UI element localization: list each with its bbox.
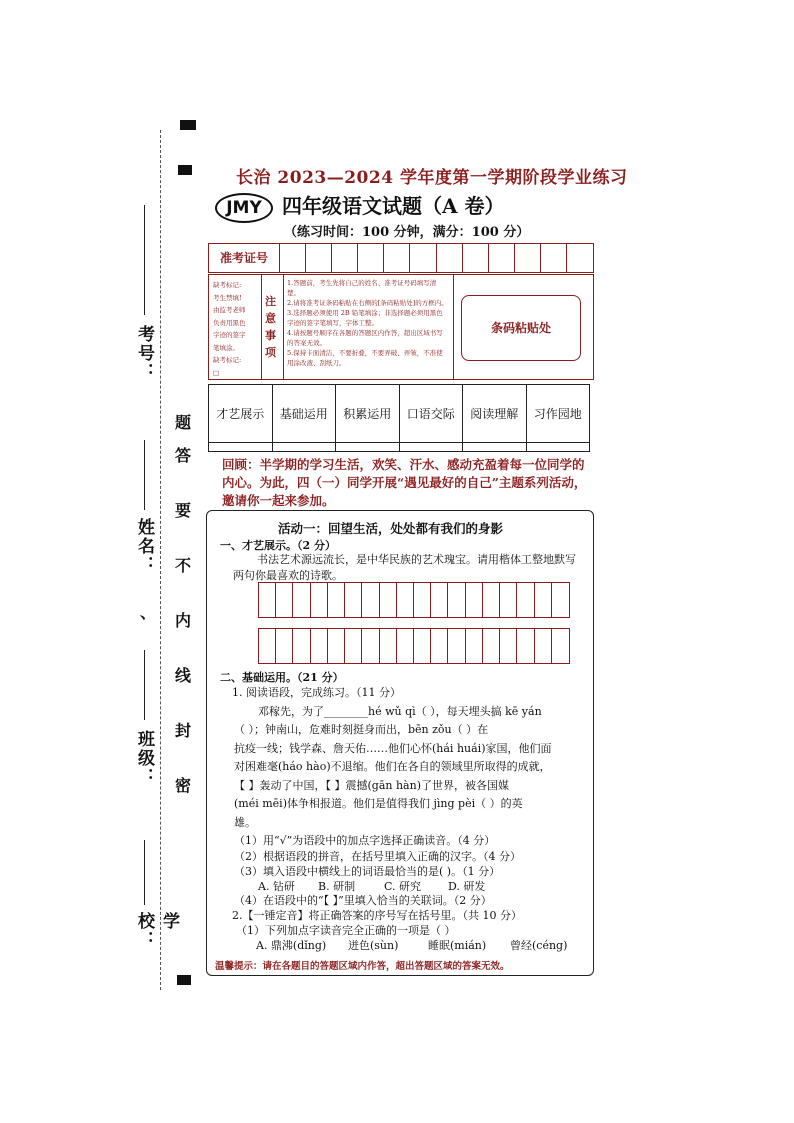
passage-line: 【 】轰动了中国，【 】震撼(gān hàn)了世界，被各国媒 xyxy=(234,779,509,792)
subject-title: 四年级语文试题（A 卷） xyxy=(282,194,505,218)
score-cell[interactable] xyxy=(526,443,590,452)
passage-line: 邓稼先，为了________hé wǔ qì（ ），每天埋头搞 kē yán xyxy=(258,705,542,718)
alignment-mark xyxy=(177,975,191,985)
margin-dashed-line xyxy=(160,130,161,990)
alignment-mark xyxy=(180,120,196,130)
time-info: （练习时间：100 分钟，满分：100 分） xyxy=(284,225,530,240)
barcode-label: 条码粘贴处 xyxy=(490,321,551,335)
question1-title: 1. 阅读语段，完成练习。（11 分） xyxy=(232,686,401,699)
footer-reminder: 温馨提示：请在各题目的答题区域内作答，超出答题区域的答案无效。 xyxy=(215,961,510,972)
school-field xyxy=(132,840,179,950)
exam-no-field xyxy=(132,205,152,390)
sub-question: （2）根据语段的拼音，在括号里填入正确的汉字。（4 分） xyxy=(234,850,521,863)
seal-char: 题 xyxy=(175,413,192,432)
seal-char: 不 xyxy=(175,556,192,575)
score-header-row xyxy=(209,385,590,443)
q2-option: 睡眠(mián) xyxy=(428,939,487,952)
score-header: 基础运用 xyxy=(272,385,336,443)
section2-title: 二、基础运用。（21 分） xyxy=(220,671,344,684)
jmy-logo: JMY xyxy=(215,193,273,223)
score-header: 口语交际 xyxy=(399,385,463,443)
question2-title: 2.【一锤定音】将正确答案的序号写在括号里。（共 10 分） xyxy=(232,909,522,922)
option-c: C. 研究 xyxy=(384,880,422,893)
passage-line: 对困难毫(háo hào)不退缩。他们在各自的领域里所取得的成就， xyxy=(234,760,551,773)
activity-title: 活动一：回望生活，处处都有我们的身影 xyxy=(278,521,504,536)
barcode-area xyxy=(461,295,581,361)
sub-question: （3）填入语段中横线上的词语最恰当的是( )。（1 分） xyxy=(234,865,501,878)
absent-mark-note: 缺考标记: 考生禁填! 由监考老师 负责用黑色 字迹的签字 笔填涂。 缺考标记: □ xyxy=(213,281,246,377)
option-a: A. 钻研 xyxy=(258,880,295,893)
passage-line: (méi mēi)体争相报道。他们是值得我们 jìng pèi（ ）的英 xyxy=(234,797,523,810)
alignment-mark xyxy=(178,165,192,175)
name-field xyxy=(132,440,152,600)
writing-grid-2[interactable] xyxy=(258,628,570,664)
score-value-row xyxy=(209,443,590,452)
recap-paragraph: 回顾：半学期的学习生活，欢笑、汗水、感动充盈着每一位同学的内心。为此，四（一）同学开展“遇见最好的自己”主题系列活动，邀请你一起来参加。 xyxy=(222,457,587,508)
score-header: 才艺展示 xyxy=(209,385,273,443)
passage-line: 雄。 xyxy=(234,816,256,829)
option-d: D. 研发 xyxy=(448,880,486,893)
notice-items: 1.答题前，考生先将自己的姓名、准考证号码填写清楚。 2.请将准考证条码粘贴在右侧的[条码粘贴处]的方框内。 3.选择题必须使用 2B 铅笔填涂；非选择题必须用黑色字迹的签字笔填写，字体工整。 4.请按题号顺序在各题的答题区内作答，超出区域书写的答案无效。 5.保持卡面清洁，不要折叠，不要弄破、弄皱，不准使用涂改液、刮纸刀。 xyxy=(287,279,448,367)
option-b: B. 研制 xyxy=(318,880,356,893)
score-header: 阅读理解 xyxy=(463,385,527,443)
admission-label: 准考证号 xyxy=(209,244,280,272)
class-field xyxy=(132,650,152,790)
section1-text: 书法艺术源远流长，是中华民族的艺术瑰宝。请用楷体工整地默写两句你最喜欢的诗歌。 xyxy=(233,553,576,582)
seal-char: 封 xyxy=(175,721,192,740)
name-label: 姓名： xyxy=(134,518,154,575)
admission-number-box xyxy=(208,243,594,273)
seal-char: 线 xyxy=(175,666,192,685)
q2-option: 曾经(céng) xyxy=(510,939,568,952)
score-cell[interactable] xyxy=(336,443,400,452)
exam-no-label: 考号： xyxy=(134,325,154,382)
seal-char: 密 xyxy=(175,776,192,795)
margin-separator: 、 xyxy=(140,603,157,622)
seal-char: 内 xyxy=(175,611,192,630)
writing-grid-1[interactable] xyxy=(258,582,570,618)
passage-line: 抗疫一线；钱学森、詹天佑……他们心怀(hái huái)家国，他们面 xyxy=(234,742,552,755)
section1-title: 一、才艺展示。（2 分） xyxy=(220,539,336,552)
q2-option: A. 鼎沸(dǐng) xyxy=(256,939,327,952)
notice-box xyxy=(208,274,594,380)
score-cell[interactable] xyxy=(463,443,527,452)
question2-sub1: （1）下列加点字读音完全正确的一项是（ ） xyxy=(236,924,456,937)
notice-heading: 注 意 事 项 xyxy=(265,295,276,359)
school-label: 学校： xyxy=(134,912,179,950)
score-cell[interactable] xyxy=(399,443,463,452)
score-cell[interactable] xyxy=(272,443,336,452)
admission-digit-cells[interactable] xyxy=(280,244,593,272)
class-label: 班级： xyxy=(134,730,154,787)
sub-question: （1）用“√”为语段中的加点字选择正确读音。（4 分） xyxy=(234,834,496,847)
q2-option: 迸色(sùn) xyxy=(348,939,399,952)
sub-question-4: （4）在语段中的“【 】”里填入恰当的关联词。（2 分） xyxy=(234,894,492,907)
score-cell[interactable] xyxy=(209,443,273,452)
seal-char: 答 xyxy=(175,446,192,465)
exam-title: 长治 2023—2024 学年度第一学期阶段学业练习 xyxy=(236,168,628,188)
score-table xyxy=(208,384,590,452)
seal-char: 要 xyxy=(175,501,192,520)
score-header: 习作园地 xyxy=(526,385,590,443)
passage-line: （ ）；钟南山，危难时刻挺身而出，bēn zǒu（ ）在 xyxy=(234,723,489,736)
score-header: 积累运用 xyxy=(336,385,400,443)
